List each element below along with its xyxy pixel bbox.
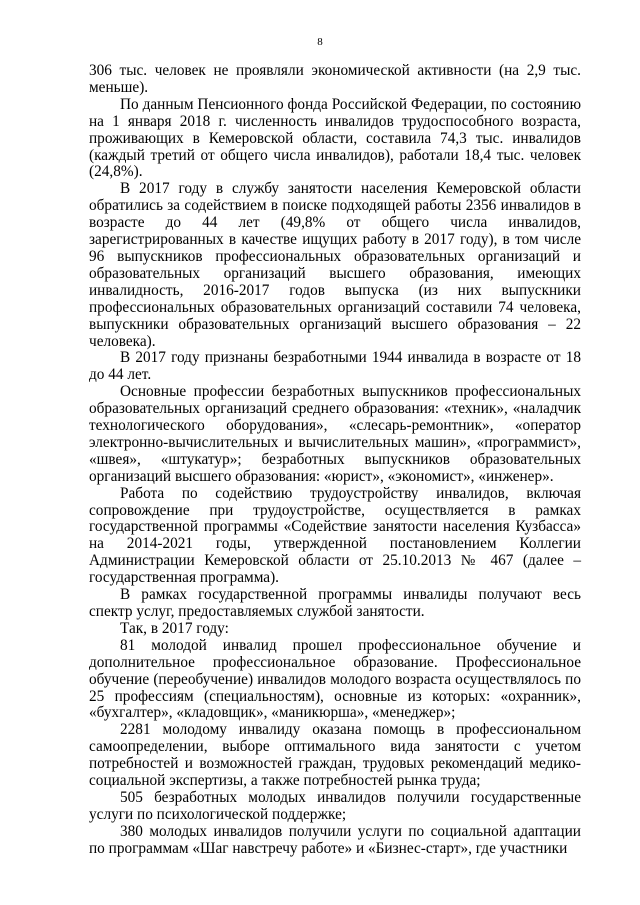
paragraph-8: Так, в 2017 году: xyxy=(120,619,229,637)
page-number: 8 xyxy=(317,36,323,48)
paragraph-2: По данным Пенсионного фонда Российской Федерации, по состоянию на 1 января 2018 г. численность инвалидов трудоспособного возраста, проживающих в Кемеровской области, составила 74,3 тыс. инвалидов (каждый третий от общего числа инвалидов), работали 18,4 тыс. человек (24,8%). xyxy=(89,95,581,181)
paragraph-11: 505 безработных молодых инвалидов получили государственные услуги по психологической поддержке; xyxy=(89,788,581,823)
paragraph-7: В рамках государственной программы инвалиды получают весь спектр услуг, предоставляемых службой занятости. xyxy=(89,586,581,620)
document-body xyxy=(89,63,581,858)
paragraph-6: Работа по содействию трудоустройству инвалидов, включая сопровождение при трудоустройстве, осуществляется в рамках государственной программы «Содействие занятости населения Кузбасса» на 2014-2021 годы, утвержденной постановлением Коллегии Администрации Кемеровской области от 25.10.2013 № 467 (далее – государственная программа). xyxy=(89,484,581,587)
paragraph-9: 81 молодой инвалид прошел профессиональное обучение и дополнительное профессиональное образование. Профессиональное обучение (переобучение) инвалидов молодого возраста осуществлялось по 25 профессиям (специальностям), основные из которых: «охранник», «бухгалтер», «кладовщик», «маникюрша», «менеджер»; xyxy=(89,636,581,722)
paragraph-10: 2281 молодому инвалиду оказана помощь в профессиональном самоопределении, выборе оптимального вида занятости с учетом потребностей и возможностей граждан, трудовых рекомендаций медико-социальной экспертизы, а также потребностей рынка труда; xyxy=(89,721,581,790)
paragraph-12: 380 молодых инвалидов получили услуги по социальной адаптации по программам «Шаг навстречу работе» и «Бизнес-старт», где участники xyxy=(89,822,581,857)
paragraph-4: В 2017 году признаны безработными 1944 инвалида в возрасте от 18 до 44 лет. xyxy=(89,349,581,384)
paragraph-1: 306 тыс. человек не проявляли экономической активности (на 2,9 тыс. меньше). xyxy=(89,62,581,96)
paragraph-5: Основные профессии безработных выпускников профессиональных образовательных организаций среднего образования: «техник», «наладчик технологического оборудования», «слесарь-ремонтник», «оператор электронно-вычислительных и вычислительных машин», «программист», «швея», «штукатур»; безработных выпускников образовательных организаций высшего образования: «юрист», «экономист», «инженер». xyxy=(89,383,581,485)
paragraph-3: В 2017 году в службу занятости населения Кемеровской области обратились за содействием в поиске подходящей работы 2356 инвалидов в возрасте до 44 лет (49,8% от общего числа инвалидов, зарегистрированных в качестве ищущих работу в 2017 году), в том числе 96 выпускников профессиональных образовательных организаций и образовательных организаций высшего образования, имеющих инвалидность, 2016-2017 годов выпуска (из них выпускники профессиональных образовательных организаций составили 74 человека, выпускники образовательных организаций высшего образования – 22 человека). xyxy=(89,180,581,350)
